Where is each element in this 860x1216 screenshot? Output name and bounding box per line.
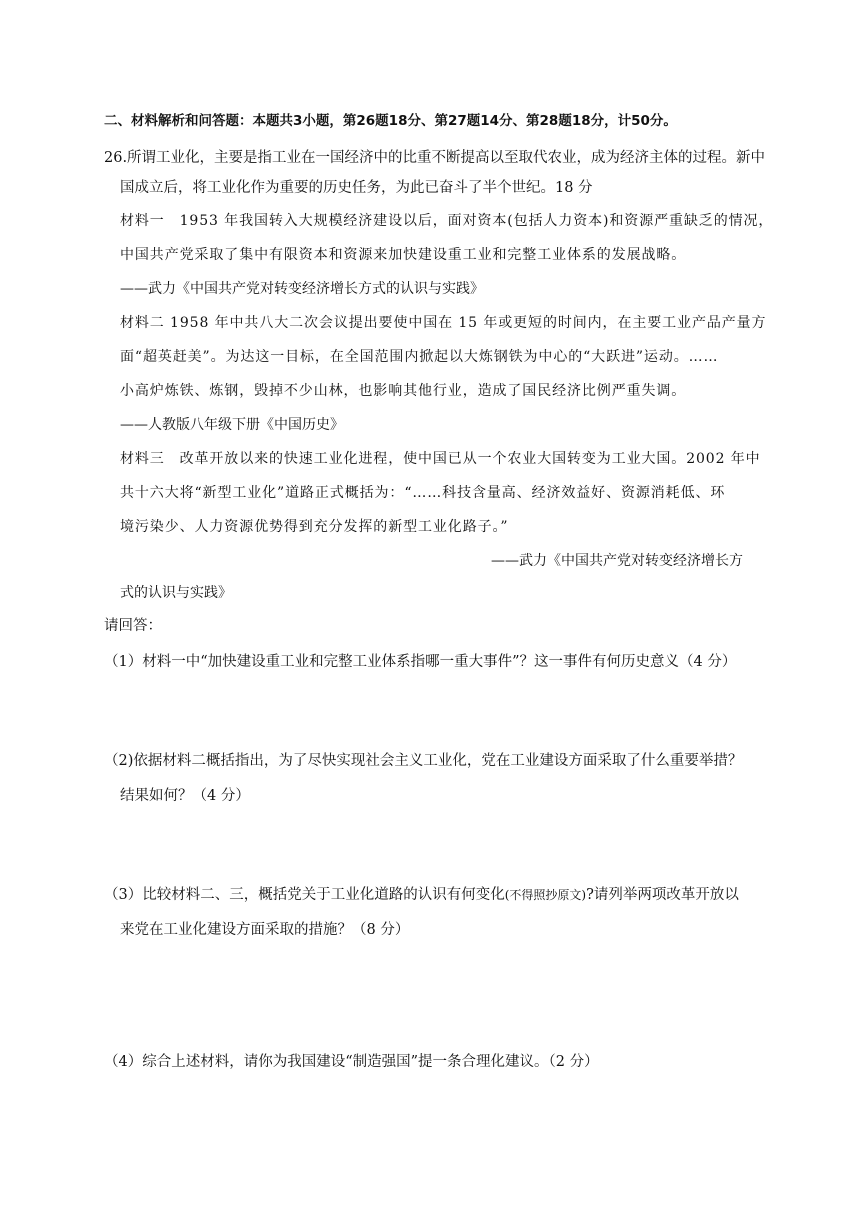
material-2-line-1: 材料二 1958 年中共八大二次会议提出要使中国在 15 年或更短的时间内，在主要工业产品产量方 — [120, 315, 767, 331]
q26-intro-line-2: 国成立后，将工业化作为重要的历史任务，为此已奋斗了半个世纪。18 分 — [120, 180, 593, 196]
question-1: （1）材料一中“加快建设重工业和完整工业体系指哪一重大事件”？这一事件有何历史意义（4 分） — [104, 654, 737, 670]
question-3-note: (不得照抄原文) — [504, 888, 587, 902]
material-1-source: ——武力《中国共产党对转变经济增长方式的认识与实践》 — [120, 281, 484, 297]
material-2-source: ——人教版八年级下册《中国历史》 — [120, 417, 344, 433]
question-3-text-a: （3）比较材料二、三，概括党关于工业化道路的认识有何变化 — [104, 887, 505, 903]
question-3-line-2: 来党在工业化建设方面采取的措施？（8 分） — [120, 922, 410, 938]
q26-intro-line-1: 26.所谓工业化，主要是指工业在一国经济中的比重不断提高以至取代农业，成为经济主体的过程。新中 — [104, 150, 766, 166]
material-3-line-1: 材料三 改革开放以来的快速工业化进程，使中国已从一个农业大国转变为工业大国。2002 年中 — [120, 451, 761, 467]
material-1-line-2: 中国共产党采取了集中有限资本和资源来加快建设重工业和完整工业体系的发展战略。 — [120, 247, 687, 263]
answer-prompt: 请回答： — [104, 618, 162, 634]
material-3-line-3: 境污染少、人力资源优势得到充分发挥的新型工业化路子。” — [120, 519, 509, 535]
material-3-source-line-1: ——武力《中国共产党对转变经济增长方 — [491, 553, 743, 569]
material-1-line-1: 材料一 1953 年我国转入大规模经济建设以后，面对资本(包括人力资本)和资源严重缺乏的情况， — [120, 213, 774, 229]
question-2-line-2: 结果如何？（4 分） — [120, 788, 250, 804]
material-2-line-2: 面“超英赶美”。为达这一目标，在全国范围内掀起以大炼钢铁为中心的“大跃进”运动。…… — [120, 349, 719, 365]
question-2-line-1: （2)依据材料二概括指出，为了尽快实现社会主义工业化，党在工业建设方面采取了什么重要举措？ — [104, 753, 743, 769]
question-4: （4）综合上述材料，请你为我国建设“制造强国”提一条合理化建议。（2 分） — [104, 1054, 599, 1070]
question-3-text-b: ?请列举两项改革开放以 — [586, 887, 739, 903]
question-3-line-1 — [104, 885, 739, 905]
material-2-line-3: 小高炉炼铁、炼钢，毁掉不少山林，也影响其他行业，造成了国民经济比例严重失调。 — [120, 383, 687, 399]
material-3-line-2: 共十六大将“新型工业化”道路正式概括为：“……科技含量高、经济效益好、资源消耗低、环 — [120, 485, 726, 501]
material-3-source-line-2: 式的认识与实践》 — [120, 585, 232, 601]
section-heading: 二、材料解析和问答题：本题共3小题，第26题18分、第27题14分、第28题18分，计50分。 — [104, 113, 677, 129]
